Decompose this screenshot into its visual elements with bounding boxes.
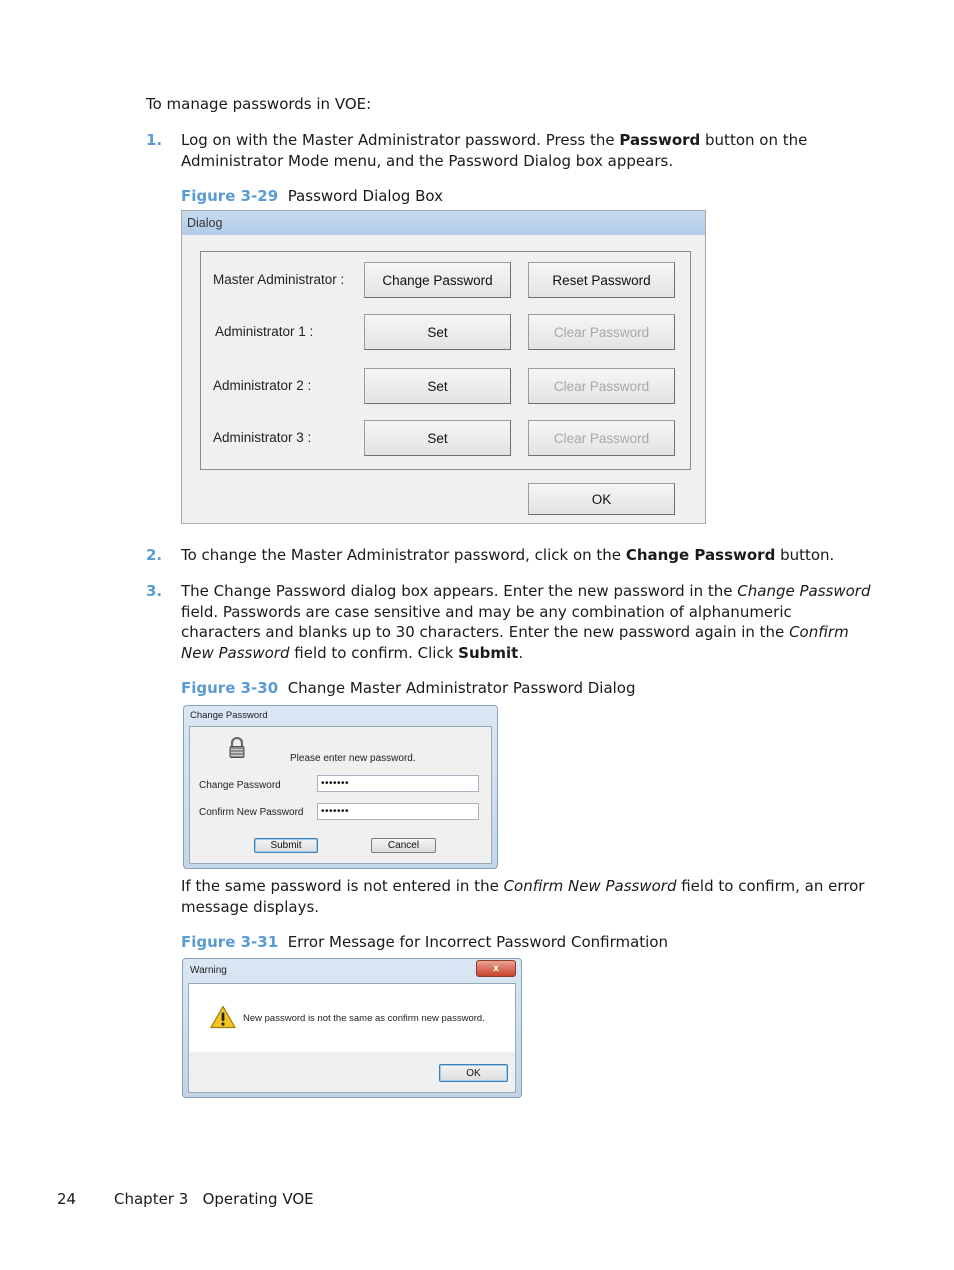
step-1-text: Log on with the Master Administrator password. Press the Password button on the Administrator Mode menu, and the Password Dialog box appears.	[181, 131, 808, 170]
admin-1-set-button[interactable]: Set	[364, 314, 511, 350]
confirm-new-password-field-label: Confirm New Password	[199, 807, 304, 818]
admin-2-clear-password-button[interactable]: Clear Password	[528, 368, 675, 404]
figure-3-29-caption: Figure 3-29 Password Dialog Box	[181, 187, 443, 205]
step-2-text: To change the Master Administrator password, click on the Change Password button.	[181, 546, 835, 564]
warning-dialog	[182, 958, 522, 1098]
password-dialog	[181, 210, 706, 524]
reset-password-button[interactable]: Reset Password	[528, 262, 675, 298]
admin-2-label: Administrator 2 :	[213, 378, 312, 393]
admin-1-clear-password-button[interactable]: Clear Password	[528, 314, 675, 350]
step-3-text: The Change Password dialog box appears. Enter the new password in the Change Password field. Passwords are case sensitive and may be any combination of alphanumeric characters and blanks up to 30 characters. Enter the new password again in the Confirm New Password field to confirm. Click Submit.	[181, 582, 871, 662]
warning-dialog-title: Warning	[190, 965, 227, 976]
admin-1-label: Administrator 1 :	[215, 324, 314, 339]
admin-3-set-button[interactable]: Set	[364, 420, 511, 456]
figure-3-30-caption: Figure 3-30 Change Master Administrator Password Dialog	[181, 679, 636, 697]
confirm-new-password-input[interactable]: •••••••	[317, 803, 479, 820]
warning-ok-button[interactable]: OK	[439, 1064, 508, 1082]
cancel-button[interactable]: Cancel	[371, 838, 436, 853]
admin-3-clear-password-button[interactable]: Clear Password	[528, 420, 675, 456]
change-password-button[interactable]: Change Password	[364, 262, 511, 298]
step-1-number: 1.	[146, 131, 163, 149]
page-number: 24	[57, 1190, 77, 1208]
close-button[interactable]: x	[476, 960, 516, 977]
change-password-dialog	[183, 705, 498, 869]
figure-3-31-caption: Figure 3-31 Error Message for Incorrect Password Confirmation	[181, 933, 669, 951]
admin-3-label: Administrator 3 :	[213, 430, 312, 445]
warning-message: New password is not the same as confirm new password.	[243, 1013, 485, 1024]
ok-button[interactable]: OK	[528, 483, 675, 515]
dialog-title: Dialog	[182, 211, 705, 235]
change-password-dialog-title: Change Password	[190, 710, 268, 721]
step-2-number: 2.	[146, 546, 163, 564]
new-password-prompt: Please enter new password.	[290, 753, 416, 764]
master-admin-label: Master Administrator :	[213, 272, 345, 287]
mismatch-note: If the same password is not entered in the Confirm New Password field to confirm, an error message displays.	[181, 877, 865, 916]
change-password-input[interactable]: •••••••	[317, 775, 479, 792]
admin-2-set-button[interactable]: Set	[364, 368, 511, 404]
intro-text: To manage passwords in VOE:	[146, 95, 372, 113]
change-password-field-label: Change Password	[199, 780, 281, 791]
step-3-number: 3.	[146, 582, 163, 600]
chapter-title: Chapter 3 Operating VOE	[114, 1190, 314, 1208]
warning-dialog-body	[188, 983, 516, 1093]
lock-icon	[228, 737, 246, 763]
submit-button[interactable]: Submit	[254, 838, 318, 853]
warning-icon	[210, 1005, 236, 1033]
